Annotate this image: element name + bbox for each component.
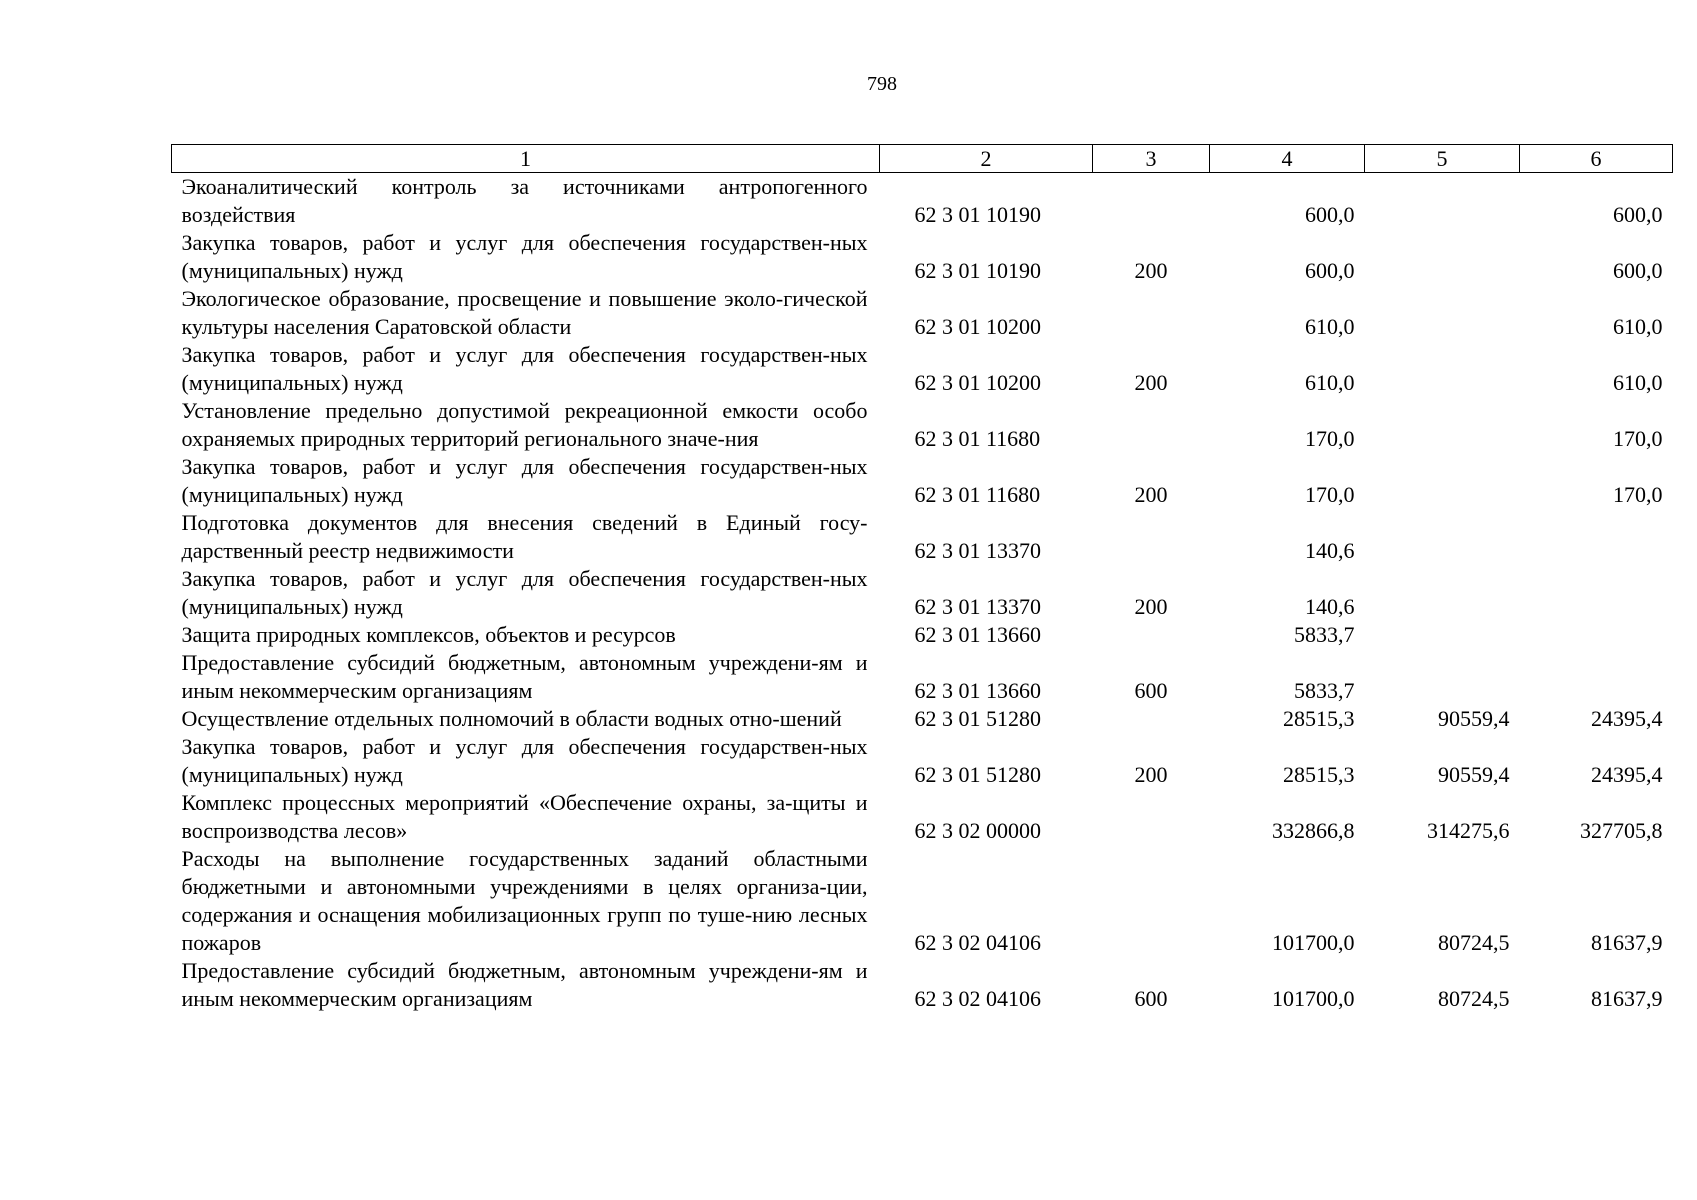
header-col-5: 5 (1365, 145, 1520, 173)
row-value-col-4: 28515,3 (1283, 706, 1355, 731)
row-code: 62 3 01 13370 (914, 538, 1041, 563)
row-value-col-6: 81637,9 (1591, 986, 1663, 1011)
row-value-col-4: 101700,0 (1272, 986, 1355, 1011)
row-value-col-5 (1365, 341, 1520, 397)
row-value-col-6 (1520, 509, 1673, 565)
row-code: 62 3 02 00000 (914, 818, 1041, 843)
row-code: 62 3 01 11680 (914, 426, 1041, 451)
row-expense-type: 200 (1134, 762, 1168, 787)
row-code: 62 3 01 10190 (914, 202, 1041, 227)
header-col-1: 1 (172, 145, 880, 173)
row-value-col-5: 80724,5 (1438, 986, 1510, 1011)
row-value-col-5: 314275,6 (1427, 818, 1510, 843)
row-code: 62 3 01 10200 (914, 314, 1041, 339)
table-body (172, 173, 1673, 1014)
row-value-col-6: 610,0 (1613, 314, 1663, 339)
row-code: 62 3 01 11680 (914, 482, 1041, 507)
row-value-col-4: 140,6 (1305, 538, 1355, 563)
table-row (172, 649, 1673, 705)
row-expense-type: 600 (1134, 986, 1168, 1011)
row-name: Подготовка документов для внесения сведений в Единый госу-дарственный реестр недвижимости (181, 510, 868, 563)
table-header (172, 145, 1673, 173)
row-value-col-5 (1365, 565, 1520, 621)
table-row (172, 229, 1673, 285)
row-expense-type (1093, 509, 1210, 565)
row-value-col-4: 5833,7 (1294, 678, 1355, 703)
row-expense-type (1093, 173, 1210, 230)
row-name: Предоставление субсидий бюджетным, автономным учреждени-ям и иным некоммерческим организациям (181, 650, 868, 703)
table-row (172, 621, 1673, 649)
row-value-col-6 (1520, 565, 1673, 621)
table-row (172, 705, 1673, 733)
row-value-col-5 (1365, 649, 1520, 705)
row-value-col-5 (1365, 285, 1520, 341)
row-expense-type: 200 (1134, 258, 1168, 283)
row-value-col-4: 610,0 (1305, 370, 1355, 395)
row-value-col-4: 101700,0 (1272, 930, 1355, 955)
table-row (172, 845, 1673, 957)
row-name: Закупка товаров, работ и услуг для обеспечения государствен-ных (муниципальных) нужд (181, 342, 868, 395)
row-value-col-4: 5833,7 (1294, 622, 1355, 647)
row-value-col-5 (1365, 453, 1520, 509)
row-value-col-6: 610,0 (1613, 370, 1663, 395)
row-code: 62 3 01 13660 (914, 622, 1041, 647)
row-expense-type: 200 (1134, 594, 1168, 619)
table-row (172, 173, 1673, 230)
row-value-col-6 (1520, 621, 1673, 649)
header-row (172, 145, 1673, 173)
row-name: Закупка товаров, работ и услуг для обеспечения государствен-ных (муниципальных) нужд (181, 566, 868, 619)
row-name: Закупка товаров, работ и услуг для обеспечения государствен-ных (муниципальных) нужд (181, 734, 868, 787)
row-code: 62 3 01 13660 (914, 678, 1041, 703)
row-name: Расходы на выполнение государственных заданий областными бюджетными и автономными учреждениями в целях организа-ции, содержания и оснащения мобилизационных групп по туше-нию лесных пожаров (181, 846, 868, 955)
table-row (172, 509, 1673, 565)
row-expense-type: 200 (1134, 370, 1168, 395)
row-value-col-5: 90559,4 (1438, 762, 1510, 787)
row-expense-type (1093, 789, 1210, 845)
row-value-col-6 (1520, 649, 1673, 705)
row-name: Осуществление отдельных полномочий в области водных отно-шений (181, 706, 842, 731)
row-name: Предоставление субсидий бюджетным, автономным учреждени-ям и иным некоммерческим организациям (181, 958, 868, 1011)
header-col-3: 3 (1093, 145, 1210, 173)
table-row (172, 789, 1673, 845)
row-value-col-5 (1365, 229, 1520, 285)
table-row (172, 397, 1673, 453)
row-value-col-5: 90559,4 (1438, 706, 1510, 731)
row-value-col-5: 80724,5 (1438, 930, 1510, 955)
row-value-col-4: 600,0 (1305, 258, 1355, 283)
row-name: Защита природных комплексов, объектов и ресурсов (181, 622, 676, 647)
table-row (172, 957, 1673, 1013)
row-value-col-4: 610,0 (1305, 314, 1355, 339)
row-value-col-6: 24395,4 (1591, 706, 1663, 731)
header-col-6: 6 (1520, 145, 1673, 173)
row-value-col-6: 170,0 (1613, 426, 1663, 451)
row-expense-type: 600 (1134, 678, 1168, 703)
row-name: Установление предельно допустимой рекреационной емкости особо охраняемых природных территорий регионального значе-ния (181, 398, 868, 451)
row-name: Экоаналитический контроль за источниками антропогенного воздействия (181, 174, 868, 227)
header-col-4: 4 (1210, 145, 1365, 173)
row-name: Экологическое образование, просвещение и повышение эколо-гической культуры населения Саратовской области (181, 286, 868, 339)
row-expense-type: 200 (1134, 482, 1168, 507)
table-row (172, 565, 1673, 621)
row-value-col-5 (1365, 621, 1520, 649)
header-col-2: 2 (880, 145, 1093, 173)
table-row (172, 453, 1673, 509)
row-value-col-6: 81637,9 (1591, 930, 1663, 955)
row-value-col-6: 170,0 (1613, 482, 1663, 507)
row-value-col-6: 600,0 (1613, 202, 1663, 227)
table-row (172, 733, 1673, 789)
page-number: 798 (867, 73, 897, 95)
row-expense-type (1093, 621, 1210, 649)
row-value-col-5 (1365, 173, 1520, 230)
row-value-col-6: 327705,8 (1580, 818, 1663, 843)
row-value-col-4: 170,0 (1305, 426, 1355, 451)
row-expense-type (1093, 397, 1210, 453)
table-row (172, 341, 1673, 397)
row-code: 62 3 01 13370 (914, 594, 1041, 619)
row-expense-type (1093, 705, 1210, 733)
budget-table (171, 144, 1673, 1013)
row-name: Комплекс процессных мероприятий «Обеспечение охраны, за-щиты и воспроизводства лесов» (181, 790, 868, 843)
row-code: 62 3 01 10200 (914, 370, 1041, 395)
row-value-col-4: 170,0 (1305, 482, 1355, 507)
table-row (172, 285, 1673, 341)
row-value-col-4: 600,0 (1305, 202, 1355, 227)
row-value-col-4: 28515,3 (1283, 762, 1355, 787)
row-code: 62 3 01 51280 (914, 706, 1041, 731)
row-code: 62 3 02 04106 (914, 930, 1041, 955)
row-value-col-6: 600,0 (1613, 258, 1663, 283)
row-value-col-4: 140,6 (1305, 594, 1355, 619)
row-expense-type (1093, 845, 1210, 957)
row-value-col-6: 24395,4 (1591, 762, 1663, 787)
row-code: 62 3 02 04106 (914, 986, 1041, 1011)
row-code: 62 3 01 51280 (914, 762, 1041, 787)
row-value-col-5 (1365, 397, 1520, 453)
row-name: Закупка товаров, работ и услуг для обеспечения государствен-ных (муниципальных) нужд (181, 230, 868, 283)
row-value-col-5 (1365, 509, 1520, 565)
row-expense-type (1093, 285, 1210, 341)
row-code: 62 3 01 10190 (914, 258, 1041, 283)
row-name: Закупка товаров, работ и услуг для обеспечения государствен-ных (муниципальных) нужд (181, 454, 868, 507)
row-value-col-4: 332866,8 (1272, 818, 1355, 843)
